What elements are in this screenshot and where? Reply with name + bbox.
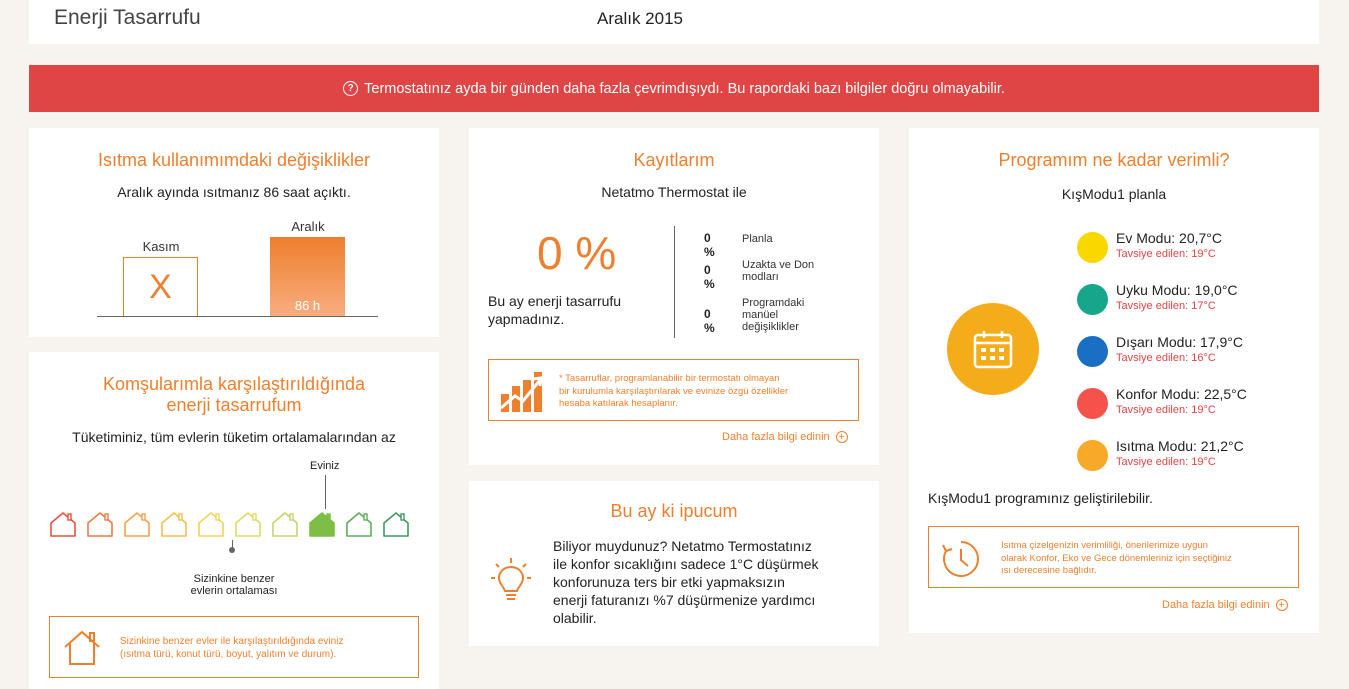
mode-color-dot: [1077, 336, 1108, 367]
more-info-text[interactable]: Daha fazla bilgi edinin: [722, 431, 830, 443]
current-month-bar: [270, 237, 345, 317]
program-subtitle: KışModu1 planla: [1061, 186, 1167, 202]
mode-name: Isıtma Modu: 21,2°C: [1116, 438, 1244, 454]
plus-circle-icon[interactable]: +: [1276, 599, 1288, 611]
mode-name: Konfor Modu: 22,5°C: [1116, 386, 1247, 402]
program-efficiency-card: [909, 128, 1319, 633]
growth-chart-icon: [499, 368, 545, 419]
similar-homes-label: [179, 573, 289, 597]
house-icon: [234, 510, 262, 538]
house-scale: [49, 510, 421, 540]
tip-line: olabilir.: [553, 610, 597, 626]
mode-color-dot: [1077, 388, 1108, 419]
savings-card-title: Kayıtlarım: [633, 150, 715, 170]
alert-text: Termostatınız ayda bir günden daha fazla çevrimdışıydı. Bu rapordaki bazı bilgiler doğru olmayabilir.: [364, 80, 1005, 97]
savings-row-label-line: değişiklikler: [742, 321, 799, 333]
savings-card: [469, 128, 879, 465]
mode-recommended: Tavsiye edilen: 17°C: [1116, 300, 1216, 312]
tip-line: enerji faturanızı %7 düşürmenize yardımcı: [553, 592, 816, 608]
heating-card-subtitle: Aralık ayında ısıtmanız 86 saat açıktı.: [117, 184, 351, 200]
savings-row-label-line: Programdaki: [742, 297, 805, 309]
program-info-line3: ısı derecesine bağlıdır.: [1001, 565, 1097, 576]
tip-line: konforunuza ters bir etki yapmaksızın: [553, 574, 785, 590]
savings-row-value: 0 %: [704, 307, 715, 335]
mode-recommended: Tavsiye edilen: 16°C: [1116, 352, 1216, 364]
mode-recommended: Tavsiye edilen: 19°C: [1116, 456, 1216, 468]
savings-row-label: [742, 233, 842, 245]
program-improvable-text: KışModu1 programınız geliştirilebilir.: [928, 490, 1153, 506]
no-data-mark: X: [149, 267, 172, 306]
similar-label-line1: Sizinkine benzer: [193, 573, 275, 585]
house-icon: [382, 510, 410, 538]
mode-name: Uyku Modu: 19,0°C: [1116, 282, 1238, 298]
clock-icon: [941, 539, 981, 584]
neighbors-info-box: [49, 616, 419, 678]
savings-message: [488, 292, 648, 328]
chart-baseline: [97, 316, 378, 317]
mode-color-dot: [1077, 232, 1108, 263]
offline-alert-banner: [29, 65, 1319, 112]
more-info-text[interactable]: Daha fazla bilgi edinin: [1162, 599, 1270, 611]
house-icon: [86, 510, 114, 538]
neighbors-subtitle: Tüketiminiz, tüm evlerin tüketim ortalamalarından az: [72, 429, 396, 445]
house-icon: [123, 510, 151, 538]
neighbors-title-line2: enerji tasarrufum: [166, 395, 302, 415]
house-icon: [271, 510, 299, 538]
program-info-line2: olarak Konfor, Eko ve Gece dönemleriniz için seçtiğiniz: [1001, 552, 1232, 564]
your-home-house-icon: [308, 510, 336, 538]
calendar-icon: [947, 303, 1039, 395]
average-marker: [229, 547, 235, 553]
monthly-tip-card: [469, 481, 879, 646]
house-icon: [160, 510, 188, 538]
savings-note-line1: * Tasarruflar, programlanabilir bir termostatı olmayan: [559, 373, 780, 384]
house-icon: [197, 510, 225, 538]
neighbors-comparison-card: [29, 352, 439, 689]
total-savings-value: 0 %: [537, 227, 617, 279]
savings-divider: [674, 226, 675, 338]
savings-row-label-line: Planla: [742, 233, 773, 245]
prev-month-label: Kasım: [142, 239, 180, 254]
savings-subtitle: Netatmo Thermostat ile: [601, 184, 747, 200]
savings-row-value: 0 %: [704, 231, 715, 259]
current-month-label: Aralık: [291, 219, 325, 234]
lightbulb-icon: [491, 557, 531, 610]
neighbors-info-line1: Sizinkine benzer evler ile karşılaştırıldığında eviniz: [120, 636, 344, 647]
program-card-title: Programım ne kadar verimli?: [998, 150, 1230, 170]
mode-recommended: Tavsiye edilen: 19°C: [1116, 404, 1216, 416]
your-home-label: Eviniz: [310, 460, 340, 472]
neighbors-card-title: [29, 374, 439, 416]
tip-text: [553, 537, 853, 627]
heating-usage-card: [29, 128, 439, 337]
tip-card-title: Bu ay ki ipucum: [610, 501, 738, 521]
question-circle-icon: ?: [343, 81, 358, 96]
mode-color-dot: [1077, 440, 1108, 471]
savings-row-value: 0 %: [704, 263, 715, 291]
neighbors-title-line1: Komşularımla karşılaştırıldığında: [102, 374, 366, 394]
savings-note-line2: bir kurulumla karşılaştırılarak ve evinize özgü özellikler: [559, 385, 789, 397]
savings-row-label-line: manüel: [742, 309, 779, 321]
tip-line: ile konfor sıcaklığını sadece 1°C düşürmek: [553, 556, 819, 572]
page-header: [29, 0, 1319, 44]
prev-month-bar: [123, 257, 198, 317]
house-icon: [49, 510, 77, 538]
tip-line: Biliyor muydunuz? Netatmo Termostatınız: [553, 538, 812, 554]
similar-label-line2: evlerin ortalaması: [190, 585, 278, 597]
savings-message-line1: Bu ay enerji tasarrufu: [488, 293, 622, 309]
current-month-hours: 86 h: [294, 298, 321, 313]
program-info-line1: Isıtma çizelgenizin verimliliği, önerilerimize uygun: [1001, 540, 1208, 551]
savings-note-box: [488, 359, 859, 421]
savings-row-label-line: Uzakta ve Don: [742, 259, 815, 271]
page-title: Enerji Tasarrufu: [54, 6, 201, 29]
mode-color-dot: [1077, 284, 1108, 315]
savings-note-line3: hesaba katılarak hesaplanır.: [559, 398, 678, 409]
mode-recommended: Tavsiye edilen: 19°C: [1116, 248, 1216, 260]
mode-name: Dışarı Modu: 17,9°C: [1116, 334, 1243, 350]
report-month: Aralık 2015: [597, 9, 683, 28]
heating-card-title: Isıtma kullanımımdaki değişiklikler: [97, 150, 371, 170]
house-outline-icon: [62, 629, 102, 672]
your-home-pointer: [325, 475, 326, 509]
savings-more-info-link[interactable]: [722, 431, 848, 443]
mode-name: Ev Modu: 20,7°C: [1116, 230, 1222, 246]
savings-row-label: [742, 297, 842, 333]
plus-circle-icon[interactable]: +: [836, 431, 848, 443]
program-info-box: [928, 526, 1299, 588]
neighbors-info-line2: (ısıtma türü, konut türü, boyut, yalıtım ve durum).: [120, 649, 337, 660]
savings-message-line2: yapmadınız.: [488, 311, 565, 327]
savings-row-label-line: modları: [742, 271, 779, 283]
house-icon: [345, 510, 373, 538]
program-more-info-link[interactable]: [1162, 599, 1288, 611]
savings-row-label: [742, 259, 842, 283]
